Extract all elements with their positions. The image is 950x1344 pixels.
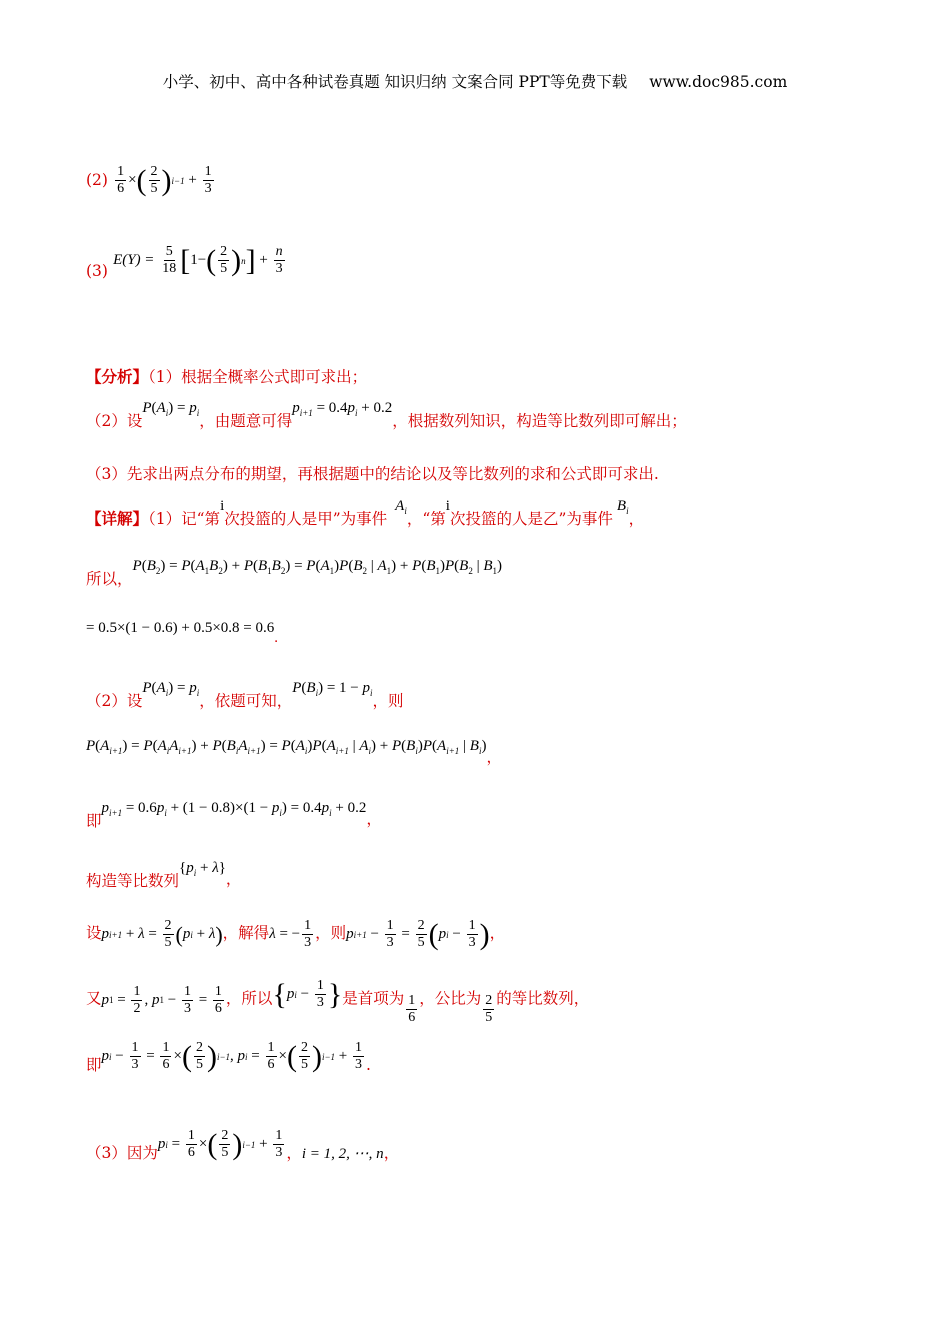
detail-2-line-3 — [86, 798, 382, 831]
you-text: 又 — [86, 989, 102, 1008]
formula-lambda: p i+1 + λ = $\frac{2}{5}$ ( p i + λ ) — [101, 918, 223, 951]
comma-5: ， — [286, 1144, 302, 1163]
ey-symbol: E(Y) = — [113, 252, 155, 269]
ji-1: 即 — [86, 812, 102, 830]
calc-result: = 0.5×(1 − 0.6) + 0.5×0.8 = 0.6 — [86, 620, 275, 636]
ji-2: 即 — [86, 1056, 102, 1075]
detail-calc-line — [86, 620, 278, 647]
event-Bi: $B_i$ — [616, 498, 629, 516]
detail-2-line-2 — [86, 738, 502, 767]
answer-3-label: (3) — [86, 262, 108, 281]
construct-text: 构造等比数列 — [86, 872, 180, 890]
detail-so: 所以， — [86, 570, 133, 588]
first-term: $\frac{1}{6}$ — [408, 992, 416, 1025]
detail-1c: ，“第 — [406, 510, 446, 528]
analysis-line-1 — [86, 365, 367, 387]
answer-2-label: (2) — [86, 171, 108, 189]
analysis-2c: ，根据数列知识，构造等比数列即可解出； — [392, 412, 687, 430]
answer-3-formula: E(Y) = $\frac{5}{18}$ [ 1− ( $\frac{2}{5}$ ) n ] + $\frac{n}{3}$ — [113, 243, 283, 277]
calc-period: . — [274, 630, 278, 646]
detail-2-line-5 — [86, 918, 505, 951]
detail-line-1 — [86, 496, 644, 529]
comma-4: ， — [489, 924, 506, 943]
formula-recursion-derived: $p_{i+1} = 0.6p_i + (1 - 0.8)\times(1 - p_i) = 0.4p_i + 0.2$ — [101, 800, 367, 818]
header-text: 小学、初中、高中各种试卷真题 知识归纳 文案合同 PPT等免费下载 — [162, 73, 628, 91]
comma-1: ， — [486, 750, 502, 766]
detail-2a: （2）设 — [86, 692, 143, 710]
dengbi-text: 的等比数列， — [496, 989, 590, 1008]
detail-2-line-1 — [86, 678, 404, 711]
answer-2-formula: $\frac{1}{6}$ × ( $\frac{2}{5}$ ) i−1 + $\frac{1}{3}$ — [117, 163, 212, 197]
comma-6: ， — [383, 1144, 400, 1163]
formula-seq-shift: { p i − $\frac{1}{3}$ } — [272, 977, 343, 1011]
jiede-text: ，解得 — [222, 924, 270, 943]
range-i: i = 1, 2, ⋯, n — [301, 1146, 384, 1163]
formula-total-prob: $P(B_2) = P(A_1B_2) + P(B_1B_2) = P(A_1)P(B_2$ | $A_1) + P(B_1)P(B_2$ | $B_1$) — [132, 558, 503, 576]
detail-2b: ，依题可知， — [199, 692, 293, 710]
ze-text: ，则 — [315, 924, 347, 943]
formula-geometric: p i+1 − $\frac{1}{3}$ = $\frac{2}{5}$ ( p i − $\frac{1}{3}$ ) — [346, 917, 490, 951]
detail-2-line-6 — [86, 978, 589, 1026]
detail-1b: 次投篮的人是甲”为事件 — [224, 510, 388, 528]
formula-pi-final: p i = $\frac{1}{6}$ × ( $\frac{2}{5}$ ) i−1 + $\frac{1}{3}$ — [157, 1127, 283, 1161]
gongbi-text: ，公比为 — [419, 989, 482, 1008]
detail-1d: 次投篮的人是乙”为事件 — [449, 510, 613, 528]
detail-i-1: i — [220, 498, 225, 514]
detail-3a: （3）因为 — [86, 1144, 158, 1163]
formula-PAi1: $P(A_{i+1}) = P(A_iA_{i+1}) + P(B_iA_{i+1}) = P(A_i)P(A_{i+1}$ | $A_i) + P(B_i)P(A_{i+1}$ | $B_i$) — [86, 738, 487, 756]
detail-3-line-1 — [86, 1128, 399, 1163]
answer-2 — [86, 160, 216, 197]
page-header — [0, 70, 950, 92]
formula-lambda-value: λ = − $\frac{1}{3}$ — [269, 918, 312, 951]
formula-seq: $\{p_i + \lambda\}$ — [179, 860, 226, 878]
detail-so-line — [86, 556, 502, 589]
event-Ai: $A_i$ — [395, 498, 407, 516]
she-text: 设 — [86, 924, 102, 943]
answer-3 — [86, 244, 287, 280]
detail-2-line-7 — [86, 1040, 371, 1075]
comma-2: ， — [366, 810, 382, 828]
detail-2c: ，则 — [372, 692, 404, 710]
comma-3: ， — [225, 870, 242, 888]
formula-PAi-pi: $P(A_i) = p_i$ — [142, 400, 200, 418]
period-2: . — [366, 1056, 371, 1075]
header-site: www.doc985.com — [649, 73, 788, 91]
detail-i-2: i — [445, 498, 450, 514]
detail-tag: 【详解】 — [86, 509, 149, 528]
formula-p1: p 1 = $\frac{1}{2}$ , p 1 − $\frac{1}{3}$ = $\frac{1}{6}$ — [101, 983, 222, 1016]
analysis-2a: （2）设 — [86, 412, 143, 430]
detail-1a: （1）记“第 — [148, 510, 221, 528]
analysis-2b: ，由题意可得 — [199, 412, 293, 430]
detail-2-line-4 — [86, 858, 241, 891]
analysis-tag: 【分析】 — [86, 367, 149, 386]
formula-PAi: $P(A_i) = p_i$ — [142, 680, 200, 698]
shouxiang-text: 是首项为 — [342, 989, 405, 1008]
analysis-text-1: （1）根据全概率公式即可求出； — [148, 368, 368, 386]
formula-PBi: $P(B_i) = 1 - p_i$ — [292, 680, 373, 698]
formula-recursion: $p_{i+1} = 0.4p_i + 0.2$ — [292, 400, 393, 418]
analysis-line-2 — [86, 398, 687, 431]
analysis-line-3: （3）先求出两点分布的期望，再根据题中的结论以及等比数列的求和公式即可求出. — [86, 465, 659, 483]
detail-1e: ， — [628, 510, 645, 528]
formula-pi-result: p i − $\frac{1}{3}$ = $\frac{1}{6}$ × ( $\frac{2}{5}$ ) i−1 , p i = $\frac{1}{6}$ × ( $\frac{2}{5}$ ) i−1 + $\frac{1}{3}$ — [101, 1039, 363, 1073]
suoyi-text: ，所以 — [225, 989, 273, 1008]
ratio: $\frac{2}{5}$ — [485, 992, 493, 1025]
